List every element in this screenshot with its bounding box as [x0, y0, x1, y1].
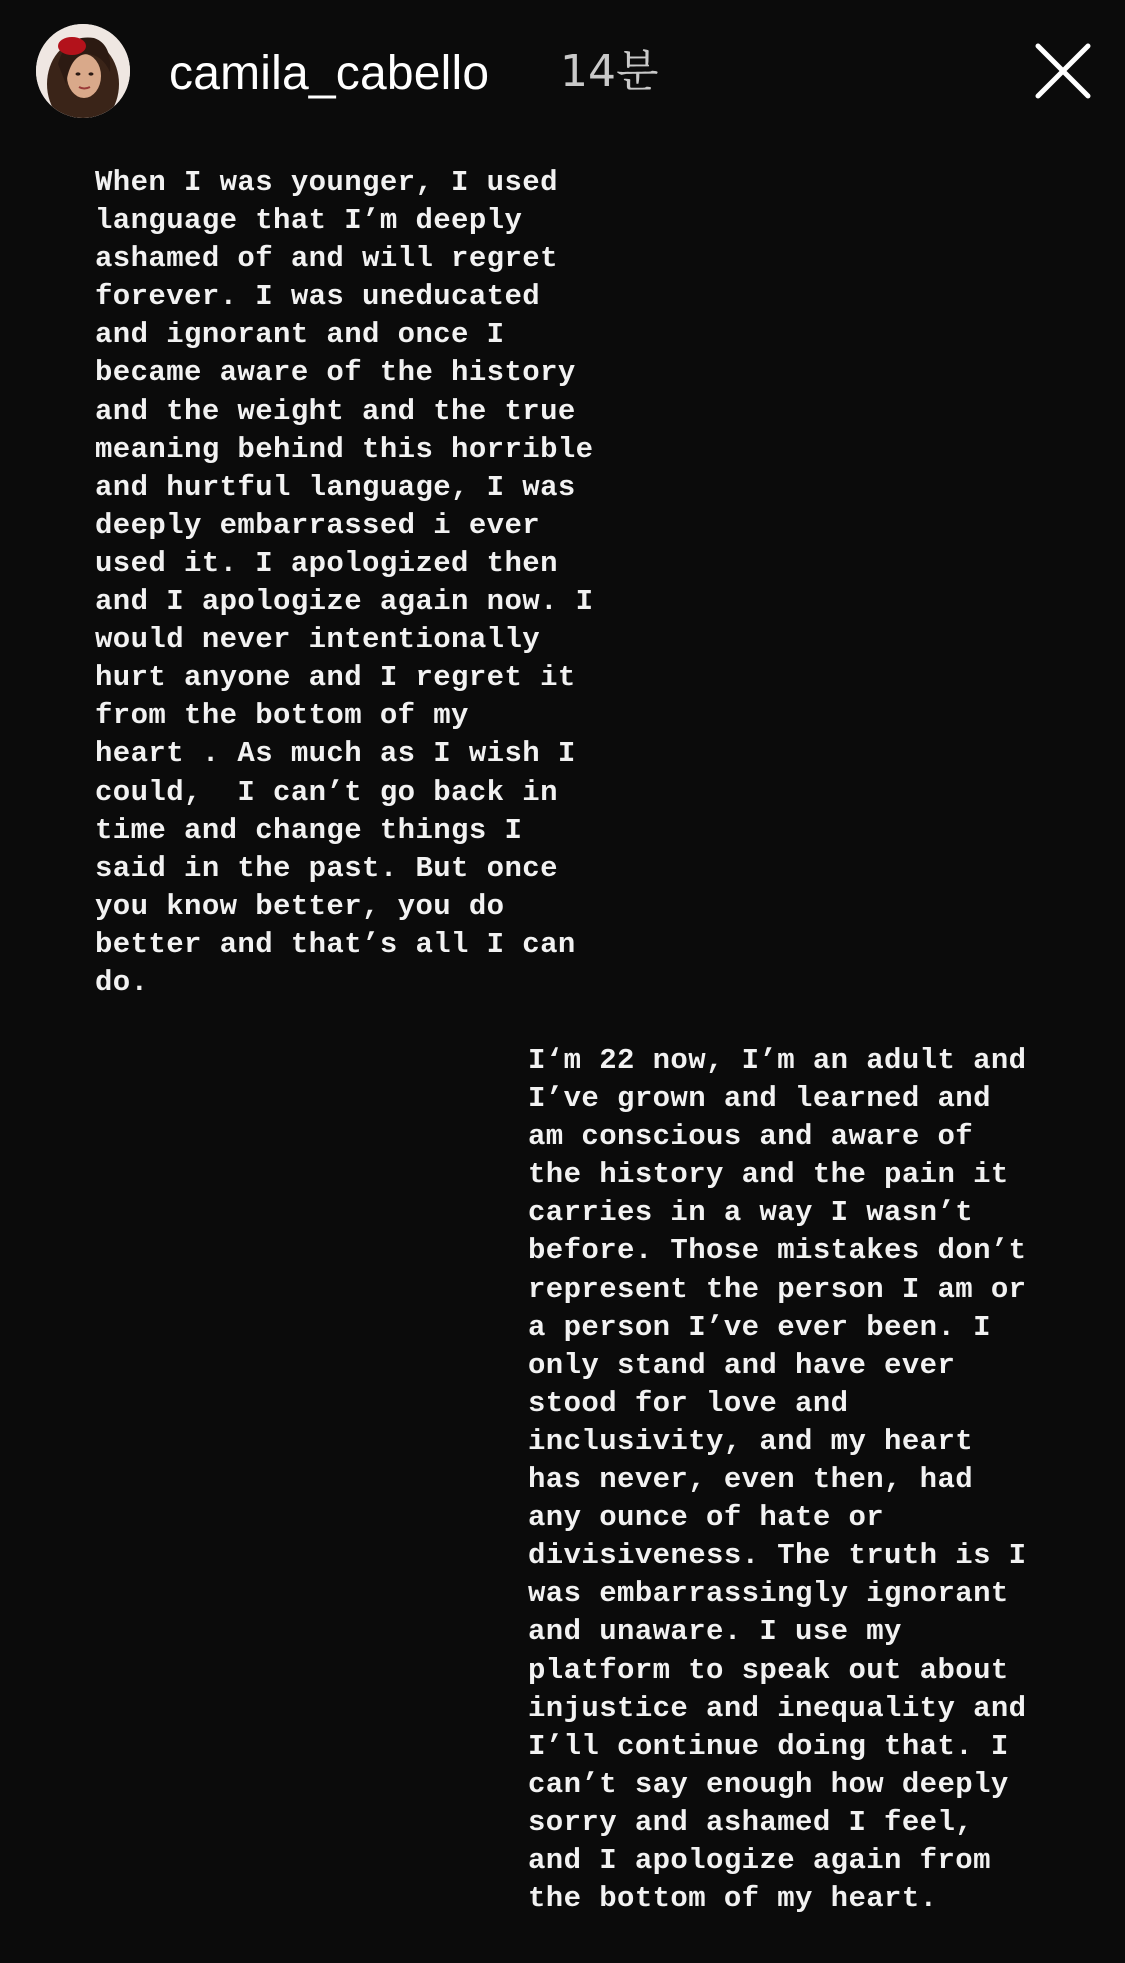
story-text-paragraph-1: When I was younger, I used language that I’m deeply ashamed of and will regret forever. I was uneducated and ignorant and once I became aware of the history and the weight and the true meaning behind this horrible and hurtful language, I was deeply embarrassed i ever used it. I apologized then and I apologize again now. I would never intentionally hurt anyone and I regret it from the bottom of my heart . As much as I wish I could, I can’t go back in time and change things I said in the past. But once you know better, you do better and that’s all I can do. — [95, 166, 594, 999]
story-header — [0, 0, 1125, 140]
close-icon — [1032, 40, 1094, 102]
username[interactable]: camila_cabello — [169, 47, 490, 100]
post-timestamp: 14분 — [560, 46, 659, 97]
close-button[interactable] — [1032, 40, 1094, 102]
story-text-paragraph-2: I‘m 22 now, I’m an adult and I’ve grown and learned and am conscious and aware of the history and the pain it carries in a way I wasn’t before. Those mistakes don’t represent the person I am or a person I’ve ever been. I only stand and have ever stood for love and inclusivity, and my heart has never, even then, had any ounce of hate or divisiveness. The truth is I was embarrassingly ignorant and unaware. I use my platform to speak out about injustice and inequality and I’ll continue doing that. I can’t say enough how deeply sorry and ashamed I feel, and I apologize again from the bottom of my heart. — [528, 1044, 1027, 1916]
profile-photo-icon — [36, 24, 130, 118]
avatar[interactable] — [36, 24, 130, 118]
